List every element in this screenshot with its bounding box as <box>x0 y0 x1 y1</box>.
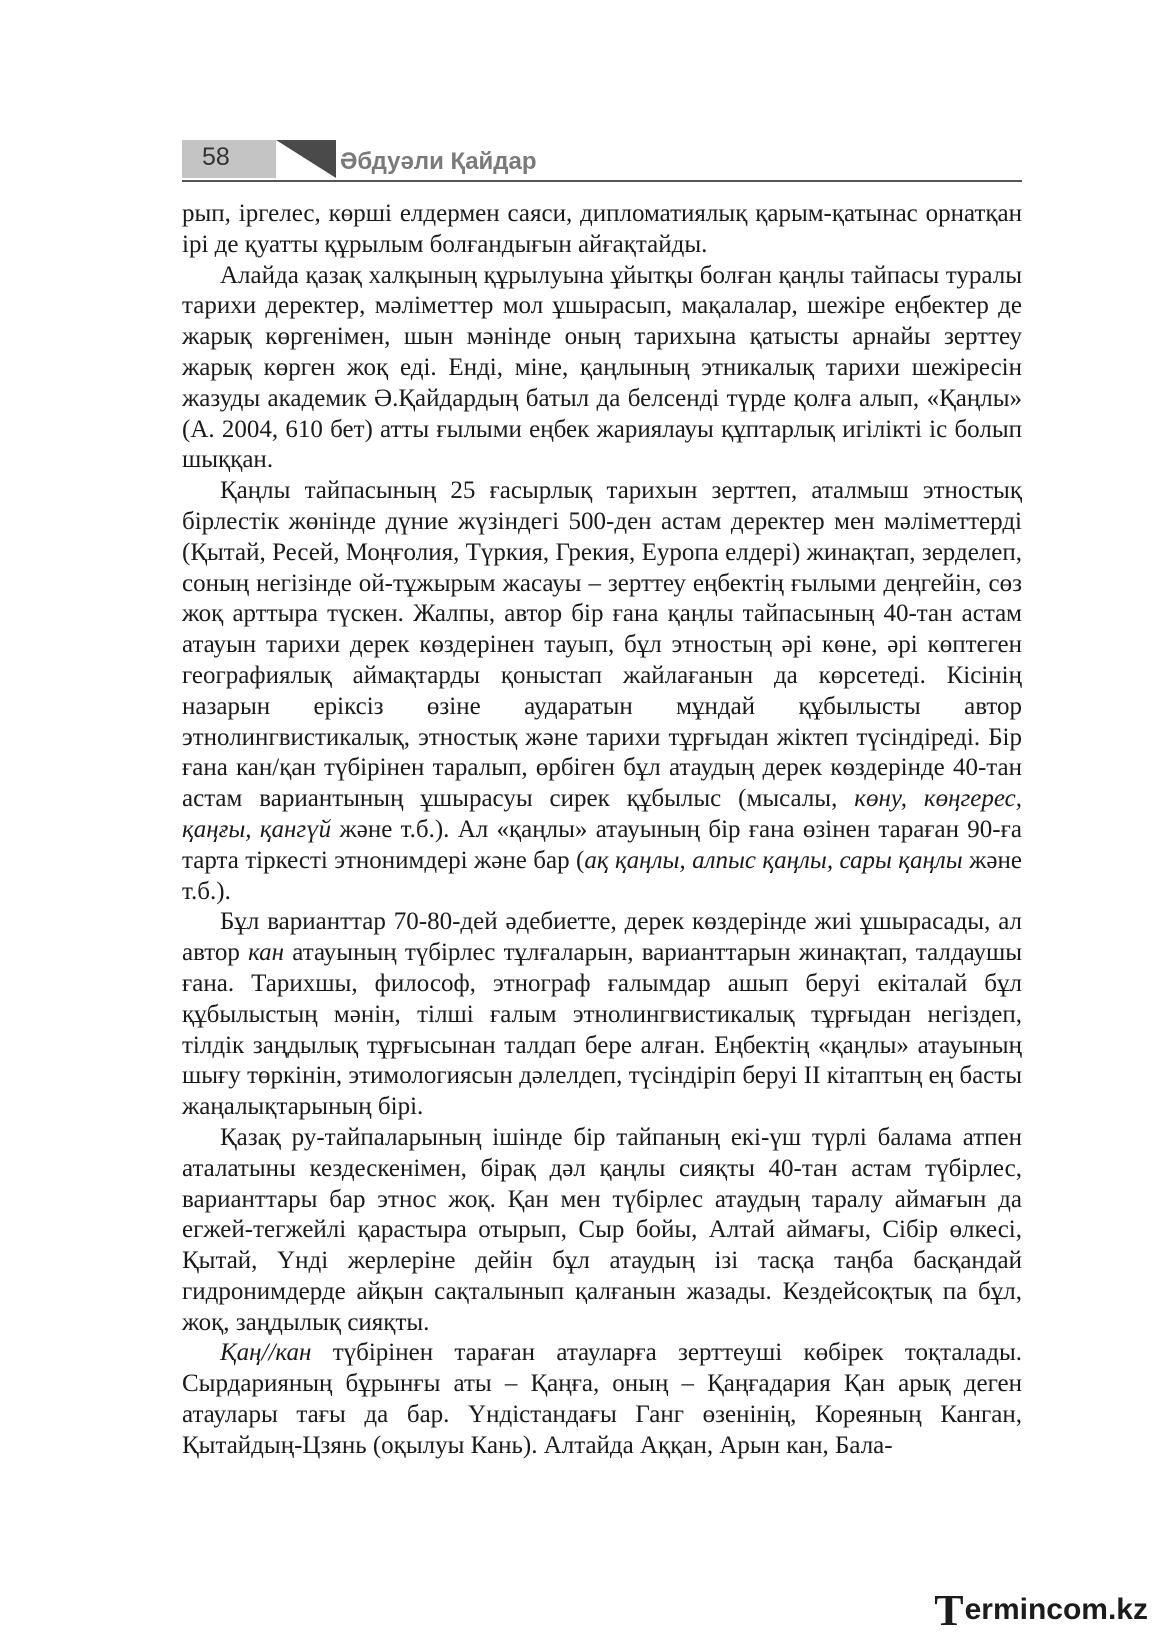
italic-text-segment: кан <box>248 939 285 967</box>
page-number: 58 <box>202 143 230 171</box>
text-segment: Қазақ ру-тайпаларының ішінде бір тайпаның екі-үш түрлі балама атпен аталатыны кездескенімен, бірақ дәл қаңлы сияқты 40-тан астам түбірлес, варианттары бар этнос жоқ. Қан мен түбірлес атаудың таралу аймағын да егжей-тегжейлі қарастыра отырып, Сыр бойы, Алтай аймағы, Сібір өлкесі, Қытай, Үнді жерлеріне дейін бұл атаудың ізі тасқа таңба басқандай гидронимдерде айқын сақталынып қалғанын жазады. Кездейсоқтық па бұл, жоқ, заңдылық сияқты. <box>182 1123 1022 1336</box>
watermark-logo-t: T <box>934 1585 964 1635</box>
text-segment: және т.б.). Ал «қаңлы» атауының бір ғана өзінен тараған 90-ға тарта тіркесті этнонимдері және бар ( <box>182 815 1022 874</box>
italic-text-segment: ақ қаңлы, алпыс қаңлы, сары қаңлы <box>584 846 963 874</box>
text-segment: атауының түбірлес тұлғаларын, варианттарын жинақтап, талдаушы ғана. Тарихшы, философ, этнограф ғалымдар ашып беруі екіталай бұл құбылыстың мәнін, тілші ғалым этнолингвистикалық тұрғыдан негіздеп, тілдік заңдылық тұрғысынан талдап бере алған. Еңбектің «қаңлы» атауының шығу төркінін, этимологиясын дәлелдеп, түсіндіріп беруі II кітаптың ең басты жаңалықтарының бірі. <box>182 939 1022 1121</box>
text-segment: рып, іргелес, көрші елдермен саяси, дипломатиялық қарым-қатынас орнатқан ірі де қуатты құрылым болғандығын айғақтайды. <box>182 200 1022 258</box>
italic-text-segment: Қаң//кан <box>220 1339 312 1367</box>
text-segment: Бұл варианттар 70-80-дей әдебиетте, дерек көздерінде жиі ұшырасады, ал автор <box>182 908 1022 967</box>
text-segment: түбірінен тараған атауларға зерттеуші көбірек тоқталады. Сырдарияның бұрынғы аты – Қаңға, оның – Қаңғадария Қан арық деген атаулары тағы да бар. Үндістандағы Ганг өзенінің, Кореяның Канган, Қытайдың-Цзянь (оқылуы Кань). Алтайда Аққан, Арын кан, Бала- <box>182 1339 1022 1459</box>
header-rule <box>182 180 1022 182</box>
watermark-logo <box>934 1587 1148 1633</box>
paragraph <box>182 907 1022 1123</box>
paragraph <box>182 199 1022 261</box>
paragraph <box>182 476 1022 907</box>
running-head-author: Әбдуәли Қайдар <box>340 148 537 175</box>
italic-text-segment: көну, көңгерес, қаңғы, қангүй <box>182 785 1022 843</box>
text-segment: Алайда қазақ халқының құрылуына ұйытқы болған қаңлы тайпасы туралы тарихи деректер, мәліметтер мол ұшырасып, мақалалар, шежіре еңбектер де жарық көргенімен, шын мәнінде оның тарихына қатысты арнайы зерттеу жарық көрген жоқ еді. Енді, міне, қаңлының этникалық тарихи шежіресін жазуды академик Ә.Қайдардың батыл да белсенді түрде қолға алып, «Қаңлы» (А. 2004, 610 бет) атты ғылыми еңбек жариялауы құптарлық игілікті іс болып шыққан. <box>182 261 1022 474</box>
text-segment: және т.б.). <box>182 846 1022 905</box>
paragraph <box>182 1123 1022 1339</box>
page-header <box>182 136 1022 186</box>
watermark-logo-text: ermincom.kz <box>964 1593 1148 1626</box>
page-tab-wedge <box>276 140 336 178</box>
paragraph <box>182 261 1022 477</box>
text-segment: Қаңлы тайпасының 25 ғасырлық тарихын зерттеп, аталмыш этностық бірлестік жөнінде дүние жүзіндегі 500-ден астам деректер мен мәліметтерді (Қытай, Ресей, Моңғолия, Түркия, Грекия, Еуропа елдері) жинақтап, зерделеп, соның негізінде ой-тұжырым жасауы – зерттеу еңбектің ғылыми деңгейін, сөз жоқ арттыра түскен. Жалпы, автор бір ғана қаңлы тайпасының 40-тан астам атауын тарихи дерек көздерінен тауып, бұл этностың әрі көне, әрі көптеген географиялық аймақтарды қоныстап жайлағанын да көрсетеді. Кісінің назарын еріксіз өзіне аударатын мұндай құбылысты автор этнолингвистикалық, этностық және тарихи тұрғыдан жіктеп түсіндіреді. Бір ғана кан/қан түбірінен таралып, өрбіген бұл атаудың дерек көздерінде 40-тан астам вариантының ұшырасуы сирек құбылыс (мысалы, <box>182 477 1022 813</box>
paragraph <box>182 1338 1022 1461</box>
body-text <box>182 199 1022 1462</box>
